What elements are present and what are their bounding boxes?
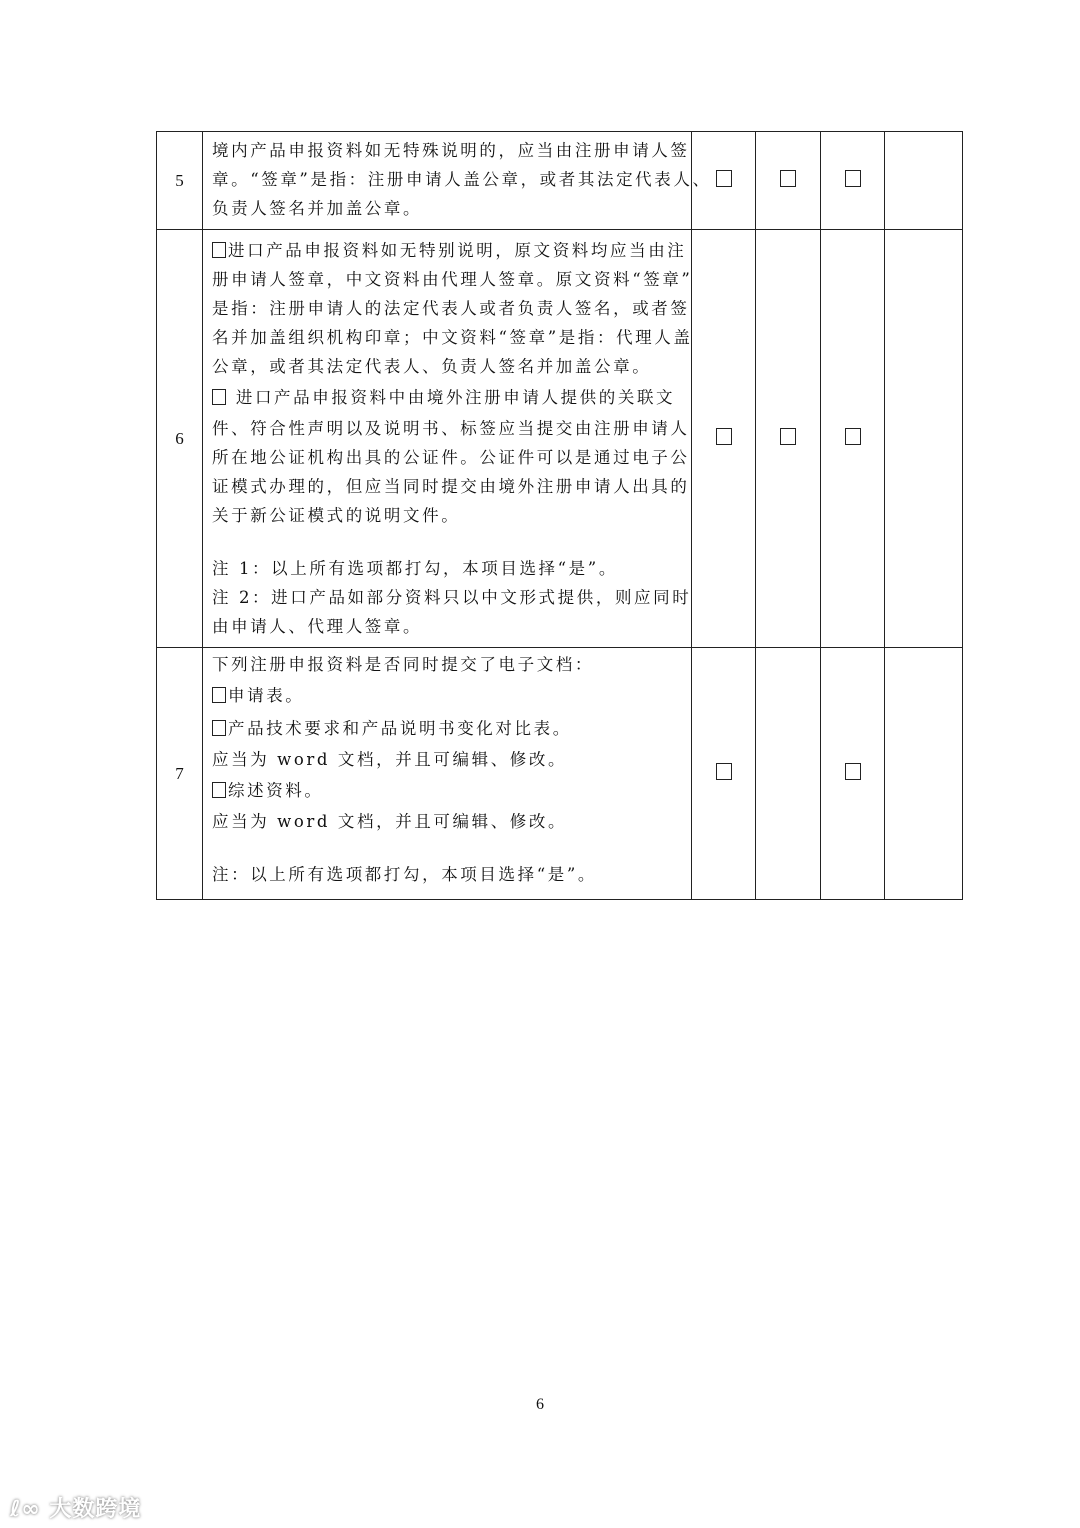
text-line: 公章，或者其法定代表人、负责人签名并加盖公章。 — [212, 357, 652, 376]
inline-checkbox[interactable] — [212, 782, 226, 798]
text-line: 产品技术要求和产品说明书变化对比表。 — [228, 719, 572, 738]
item-description — [203, 132, 712, 230]
remarks-cell — [885, 132, 963, 230]
row-number: 6 — [157, 230, 203, 648]
text-line: 申请表。 — [228, 686, 305, 705]
text-line: 综述资料。 — [228, 781, 324, 800]
text-line: 应当为 word 文档，并且可编辑、修改。 — [212, 750, 568, 769]
remarks-cell — [885, 230, 963, 648]
row-number: 5 — [157, 132, 203, 230]
logo-icon: ℓ∞ — [10, 1497, 50, 1522]
text-line: 下列注册申报资料是否同时提交了电子文档： — [212, 655, 594, 674]
text-line: 是指：注册申请人的法定代表人或者负责人签名，或者签 — [212, 299, 690, 318]
text-line: 章。“签章”是指：注册申请人盖公章，或者其法定代表人、 — [212, 170, 712, 189]
table-row — [157, 230, 963, 648]
watermark-text: 大数跨境 — [49, 1497, 142, 1522]
text-line: 件、符合性声明以及说明书、标签应当提交由注册申请人 — [212, 419, 690, 438]
checkbox-yes[interactable] — [716, 763, 732, 780]
note-line: 注 1：以上所有选项都打勾，本项目选择“是”。 — [212, 559, 618, 578]
inline-checkbox[interactable] — [212, 720, 226, 736]
note-line: 注 2：进口产品如部分资料只以中文形式提供，则应同时 — [212, 588, 692, 607]
text-line: 进口产品申报资料中由境外注册申请人提供的关联文 — [228, 388, 676, 407]
inline-checkbox[interactable] — [212, 389, 226, 405]
text-line: 册申请人签章，中文资料由代理人签章。原文资料“签章” — [212, 270, 693, 289]
checklist-table — [156, 131, 963, 900]
text-line: 证模式办理的，但应当同时提交由境外注册申请人出具的 — [212, 477, 690, 496]
item-description — [203, 230, 692, 648]
checkbox-no[interactable] — [780, 428, 796, 445]
checkbox-yes[interactable] — [716, 428, 732, 445]
note-line: 由申请人、代理人签章。 — [212, 617, 423, 636]
inline-checkbox[interactable] — [212, 242, 226, 258]
text-line: 关于新公证模式的说明文件。 — [212, 506, 461, 525]
remarks-cell — [885, 648, 963, 900]
text-line: 进口产品申报资料如无特别说明，原文资料均应当由注 — [228, 241, 687, 260]
checkbox-na[interactable] — [845, 170, 861, 187]
row-number: 7 — [157, 648, 203, 900]
text-line: 负责人签名并加盖公章。 — [212, 199, 423, 218]
text-line: 应当为 word 文档，并且可编辑、修改。 — [212, 812, 568, 831]
checkbox-na[interactable] — [845, 428, 861, 445]
item-description — [203, 648, 692, 900]
watermark-logo — [10, 1492, 141, 1523]
checkbox-yes[interactable] — [716, 170, 732, 187]
empty-cell — [756, 648, 821, 900]
note-line: 注：以上所有选项都打勾，本项目选择“是”。 — [212, 865, 597, 884]
inline-checkbox[interactable] — [212, 687, 226, 703]
checkbox-na[interactable] — [845, 763, 861, 780]
checkbox-no[interactable] — [780, 170, 796, 187]
table-row — [157, 648, 963, 900]
text-line: 名并加盖组织机构印章；中文资料“签章”是指：代理人盖 — [212, 328, 693, 347]
page-number: 6 — [536, 1396, 544, 1413]
text-line: 所在地公证机构出具的公证件。公证件可以是通过电子公 — [212, 448, 690, 467]
table-row — [157, 132, 963, 230]
text-line: 境内产品申报资料如无特殊说明的，应当由注册申请人签 — [212, 141, 690, 160]
